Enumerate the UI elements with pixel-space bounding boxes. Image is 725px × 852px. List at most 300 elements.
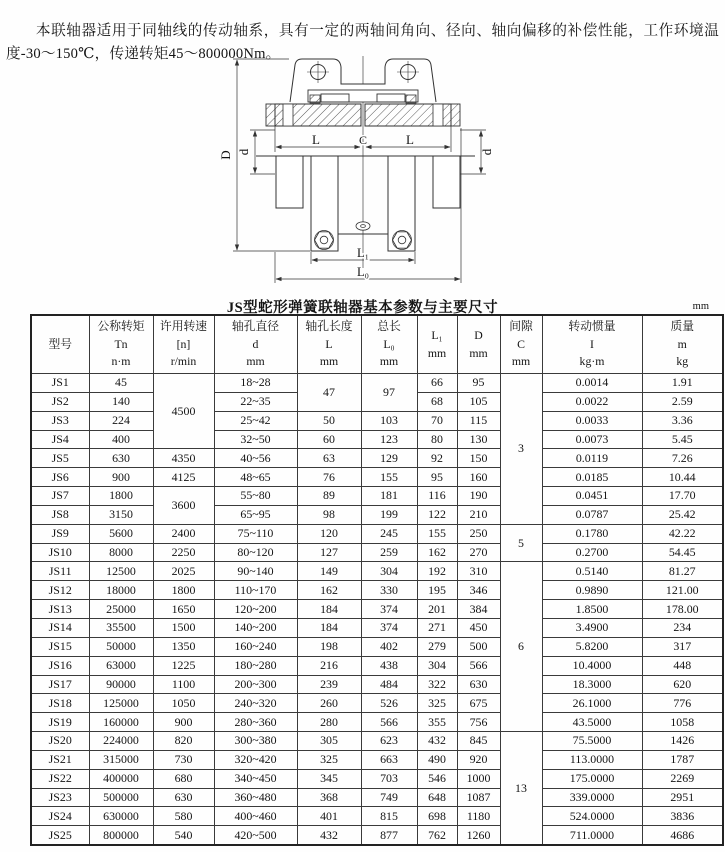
header-cell: 型号 [31,315,89,374]
table-cell: 540 [153,826,214,845]
table-row [31,411,723,430]
table-cell: 400 [89,430,153,449]
dim-L0-label: L₀ [357,265,369,279]
table-row [31,430,723,449]
table-cell: 80 [417,430,457,449]
table-cell: JS20 [31,732,89,751]
table-cell: JS14 [31,618,89,637]
table-cell: 130 [457,430,500,449]
dim-d-right-label: d [479,148,494,156]
table-cell: JS22 [31,769,89,788]
table-cell: 305 [297,732,361,751]
table-cell: 1180 [457,807,500,826]
table-cell: 201 [417,600,457,619]
table-row [31,449,723,468]
table-cell: 630 [457,675,500,694]
header-cell: D mm [457,315,500,374]
table-cell: 12500 [89,562,153,581]
table-cell: 0.0185 [542,468,642,487]
table-cell: 116 [417,487,457,506]
table-cell: 420~500 [214,826,297,845]
table-cell: 1800 [89,487,153,506]
table-cell: 120 [297,524,361,543]
table-cell: 63000 [89,656,153,675]
table-cell: 400~460 [214,807,297,826]
table-cell: 140~200 [214,618,297,637]
table-cell: JS16 [31,656,89,675]
table-cell: 224000 [89,732,153,751]
table-cell: 25000 [89,600,153,619]
sleeve-end-left [266,104,275,126]
table-cell: 1100 [153,675,214,694]
table-cell: 900 [89,468,153,487]
table-cell: 239 [297,675,361,694]
table-caption-row [0,296,725,314]
table-cell: 234 [642,618,723,637]
table-cell: 304 [417,656,457,675]
table-cell: 115 [457,411,500,430]
table-cell: 70 [417,411,457,430]
table-cell: 500 [457,637,500,656]
table-cell: 711.0000 [542,826,642,845]
table-cell: 566 [361,713,417,732]
table-cell: 155 [361,468,417,487]
table-cell: 75.5000 [542,732,642,751]
table-cell: 6 [500,562,542,732]
table-cell: JS24 [31,807,89,826]
dim-C-label: C [358,133,368,147]
table-cell: 490 [417,750,457,769]
table-cell: 224 [89,411,153,430]
table-cell: 4500 [153,374,214,449]
table-cell: 97 [361,374,417,412]
table-cell: JS6 [31,468,89,487]
table-cell: JS5 [31,449,89,468]
table-cell: 89 [297,487,361,506]
table-cell: 95 [417,468,457,487]
table-cell: 81.27 [642,562,723,581]
table-cell: 259 [361,543,417,562]
table-cell: 184 [297,618,361,637]
table-cell: 25.42 [642,505,723,524]
dim-D-label: D [218,150,233,160]
table-cell: 345 [297,769,361,788]
table-cell: 0.0073 [542,430,642,449]
table-cell: JS17 [31,675,89,694]
table-cell: 1087 [457,788,500,807]
table-cell: 384 [457,600,500,619]
table-cell: JS18 [31,694,89,713]
table-cell: 1058 [642,713,723,732]
table-cell: 438 [361,656,417,675]
table-cell: 1.8500 [542,600,642,619]
table-cell: 180~280 [214,656,297,675]
table-head [31,315,723,374]
table-cell: 35500 [89,618,153,637]
table-cell: JS23 [31,788,89,807]
table-cell: 68 [417,392,457,411]
table-cell: 0.0119 [542,449,642,468]
table-cell: 374 [361,618,417,637]
table-cell: 3.4900 [542,618,642,637]
table-cell: 48~65 [214,468,297,487]
table-cell: 1000 [457,769,500,788]
table-cell: 317 [642,637,723,656]
table-cell: 66 [417,374,457,393]
table-cell: JS8 [31,505,89,524]
table-row [31,675,723,694]
header-cell: 许用转速 [n] r/min [153,315,214,374]
table-cell: 1050 [153,694,214,713]
table-cell: 192 [417,562,457,581]
table-cell: 820 [153,732,214,751]
table-cell: 0.0022 [542,392,642,411]
table-cell: 60 [297,430,361,449]
table-cell: 330 [361,581,417,600]
table-cell: 190 [457,487,500,506]
table-cell: 7.26 [642,449,723,468]
table-cell: 730 [153,750,214,769]
table-cell: 749 [361,788,417,807]
table-cell: 26.1000 [542,694,642,713]
table-cell: 160000 [89,713,153,732]
table-cell: 500000 [89,788,153,807]
table-cell: 580 [153,807,214,826]
table-cell: 90000 [89,675,153,694]
table-cell: 181 [361,487,417,506]
table-cell: 5.45 [642,430,723,449]
dim-L-left-label: L [312,132,320,147]
table-cell: 92 [417,449,457,468]
table-cell: 320~420 [214,750,297,769]
table-row [31,713,723,732]
table-cell: 140 [89,392,153,411]
table-cell: 4350 [153,449,214,468]
table-cell: 450 [457,618,500,637]
table-cell: 13 [500,732,542,846]
table-cell: 900 [153,713,214,732]
table-row [31,524,723,543]
table-cell: 680 [153,769,214,788]
table-cell: 756 [457,713,500,732]
table-cell: 623 [361,732,417,751]
table-cell: 50 [297,411,361,430]
table-body [31,374,723,846]
table-cell: 270 [457,543,500,562]
table-cell: 1260 [457,826,500,845]
table-cell: 18000 [89,581,153,600]
key-section-left [310,95,320,103]
hub-stub-right [433,156,460,208]
table-cell: 4686 [642,826,723,845]
flange-ring-left [283,104,293,126]
table-cell: JS11 [31,562,89,581]
header-cell: 间隙 C mm [500,315,542,374]
table-cell: 776 [642,694,723,713]
table-title: JS型蛇形弹簧联轴器基本参数与主要尺寸 [226,300,499,316]
table-row [31,505,723,524]
table-cell: 2025 [153,562,214,581]
table-cell: 17.70 [642,487,723,506]
table-cell: 75~110 [214,524,297,543]
table-cell: 448 [642,656,723,675]
header-cell: L₁ mm [417,315,457,374]
table-cell: 546 [417,769,457,788]
header-cell: 质量 m kg [642,315,723,374]
table-row [31,487,723,506]
table-cell: 648 [417,788,457,807]
coupling-section-drawing [158,56,553,293]
table-cell: 178.00 [642,600,723,619]
table-cell: 54.45 [642,543,723,562]
table-row [31,562,723,581]
table-cell: 240~320 [214,694,297,713]
table-cell: 25~42 [214,411,297,430]
table-cell: 339.0000 [542,788,642,807]
dim-d-left [250,130,275,174]
table-cell: 45 [89,374,153,393]
table-cell: 3 [500,374,542,525]
table-cell: 1500 [153,618,214,637]
table-row [31,826,723,845]
table-cell: 18.3000 [542,675,642,694]
table-row [31,807,723,826]
table-cell: 401 [297,807,361,826]
table-cell: 200~300 [214,675,297,694]
table-cell: 280 [297,713,361,732]
table-cell: 32~50 [214,430,297,449]
table-cell: JS9 [31,524,89,543]
table-cell: 5600 [89,524,153,543]
table-cell: 279 [417,637,457,656]
table-cell: 432 [417,732,457,751]
table-cell: 260 [297,694,361,713]
table-cell: 0.0787 [542,505,642,524]
table-cell: 95 [457,374,500,393]
table-cell: 0.5140 [542,562,642,581]
hub-stub-left [276,156,303,208]
table-cell: JS10 [31,543,89,562]
table-cell: 22~35 [214,392,297,411]
table-cell: 300~380 [214,732,297,751]
table-cell: 3836 [642,807,723,826]
table-cell: JS7 [31,487,89,506]
table-row [31,694,723,713]
table-cell: 127 [297,543,361,562]
table-cell: JS19 [31,713,89,732]
table-cell: 0.0451 [542,487,642,506]
table-cell: 80~120 [214,543,297,562]
table-cell: 90~140 [214,562,297,581]
table-cell: 360~480 [214,788,297,807]
table-cell: 195 [417,581,457,600]
table-cell: JS4 [31,430,89,449]
table-cell: 0.0033 [542,411,642,430]
table-row [31,468,723,487]
specs-table [30,314,724,846]
table-cell: JS13 [31,600,89,619]
table-cell: 2250 [153,543,214,562]
table-cell: 484 [361,675,417,694]
table-cell: 920 [457,750,500,769]
table-row [31,750,723,769]
table-cell: 210 [457,505,500,524]
hex-bolt-left-icon [315,231,334,250]
table-cell: JS3 [31,411,89,430]
table-cell: 630 [153,788,214,807]
key-section-right [406,95,416,103]
table-cell: 129 [361,449,417,468]
table-cell: 620 [642,675,723,694]
table-row [31,618,723,637]
table-cell: 10.4000 [542,656,642,675]
table-cell: 663 [361,750,417,769]
dim-d-left-label: d [236,148,251,156]
table-cell: 10.44 [642,468,723,487]
table-row [31,788,723,807]
table-cell: JS1 [31,374,89,393]
table-cell: 304 [361,562,417,581]
table-cell: 0.9890 [542,581,642,600]
header-cell: 轴孔长度 L mm [297,315,361,374]
header-row [31,315,723,374]
table-row [31,769,723,788]
table-cell: 3.36 [642,411,723,430]
table-cell: 1225 [153,656,214,675]
table-cell: 845 [457,732,500,751]
table-cell: 8000 [89,543,153,562]
table-cell: 1.91 [642,374,723,393]
table-cell: 150 [457,449,500,468]
table-cell: 698 [417,807,457,826]
table-cell: 65~95 [214,505,297,524]
dim-L1-label: L₁ [357,246,369,260]
table-cell: 149 [297,562,361,581]
hex-bolt-right-icon [393,231,412,250]
table-cell: 120~200 [214,600,297,619]
table-cell: 566 [457,656,500,675]
table-cell: 526 [361,694,417,713]
table-cell: 340~450 [214,769,297,788]
table-cell: 198 [297,637,361,656]
table-cell: 374 [361,600,417,619]
table-cell: 50000 [89,637,153,656]
table-cell: 322 [417,675,457,694]
table-cell: 250 [457,524,500,543]
table-cell: 402 [361,637,417,656]
table-cell: 762 [417,826,457,845]
table-cell: 400000 [89,769,153,788]
table-cell: 310 [457,562,500,581]
table-cell: 325 [417,694,457,713]
table-cell: 2951 [642,788,723,807]
table-cell: 3150 [89,505,153,524]
table-cell: 105 [457,392,500,411]
coupling-diagram [158,56,553,293]
table-cell: 1787 [642,750,723,769]
table-cell: JS25 [31,826,89,845]
table-cell: 800000 [89,826,153,845]
intro-paragraph: 本联轴器适用于同轴线的传动轴系，具有一定的两轴间角向、径向、轴向偏移的补偿性能，工作环境温度-30～150℃，传递转矩45～800000Nm。 [6,22,719,62]
table-cell: 315000 [89,750,153,769]
table-row [31,581,723,600]
table-row [31,732,723,751]
table-cell: JS21 [31,750,89,769]
table-cell: JS15 [31,637,89,656]
table-cell: 43.5000 [542,713,642,732]
table-cell: 155 [417,524,457,543]
table-row [31,600,723,619]
table-cell: 0.0014 [542,374,642,393]
table-cell: 3600 [153,487,214,525]
table-cell: 0.2700 [542,543,642,562]
table-cell: 524.0000 [542,807,642,826]
table-cell: JS12 [31,581,89,600]
table-cell: 245 [361,524,417,543]
table-cell: 355 [417,713,457,732]
header-cell: 公称转矩 Tn n·m [89,315,153,374]
table-cell: 5 [500,524,542,562]
flange-ring-right [433,104,443,126]
table-cell: 703 [361,769,417,788]
header-cell: 转动惯量 I kg·m [542,315,642,374]
table-cell: 432 [297,826,361,845]
center-hole-icon [356,222,370,230]
table-cell: 630000 [89,807,153,826]
table-cell: 5.8200 [542,637,642,656]
table-cell: 0.1780 [542,524,642,543]
table-cell: 162 [417,543,457,562]
table-cell: 160 [457,468,500,487]
table-cell: 2.59 [642,392,723,411]
table-cell: JS2 [31,392,89,411]
header-cell: 轴孔直径 d mm [214,315,297,374]
table-cell: 113.0000 [542,750,642,769]
table-cell: 1800 [153,581,214,600]
table-cell: 162 [297,581,361,600]
dim-L-right-label: L [406,132,414,147]
table-row [31,637,723,656]
table-cell: 199 [361,505,417,524]
table-cell: 630 [89,449,153,468]
table-cell: 2400 [153,524,214,543]
table-cell: 42.22 [642,524,723,543]
table-cell: 1650 [153,600,214,619]
table-cell: 1350 [153,637,214,656]
table-cell: 675 [457,694,500,713]
table-cell: 368 [297,788,361,807]
table-cell: 123 [361,430,417,449]
table-cell: 122 [417,505,457,524]
table-cell: 63 [297,449,361,468]
table-cell: 184 [297,600,361,619]
table-cell: 160~240 [214,637,297,656]
table-cell: 325 [297,750,361,769]
table-cell: 110~170 [214,581,297,600]
table-row [31,543,723,562]
table-cell: 18~28 [214,374,297,393]
table-cell: 1426 [642,732,723,751]
table-cell: 4125 [153,468,214,487]
table-cell: 271 [417,618,457,637]
sleeve-end-right [451,104,460,126]
table-cell: 346 [457,581,500,600]
table-cell: 103 [361,411,417,430]
table-cell: 280~360 [214,713,297,732]
table-cell: 216 [297,656,361,675]
table-cell: 55~80 [214,487,297,506]
table-cell: 2269 [642,769,723,788]
